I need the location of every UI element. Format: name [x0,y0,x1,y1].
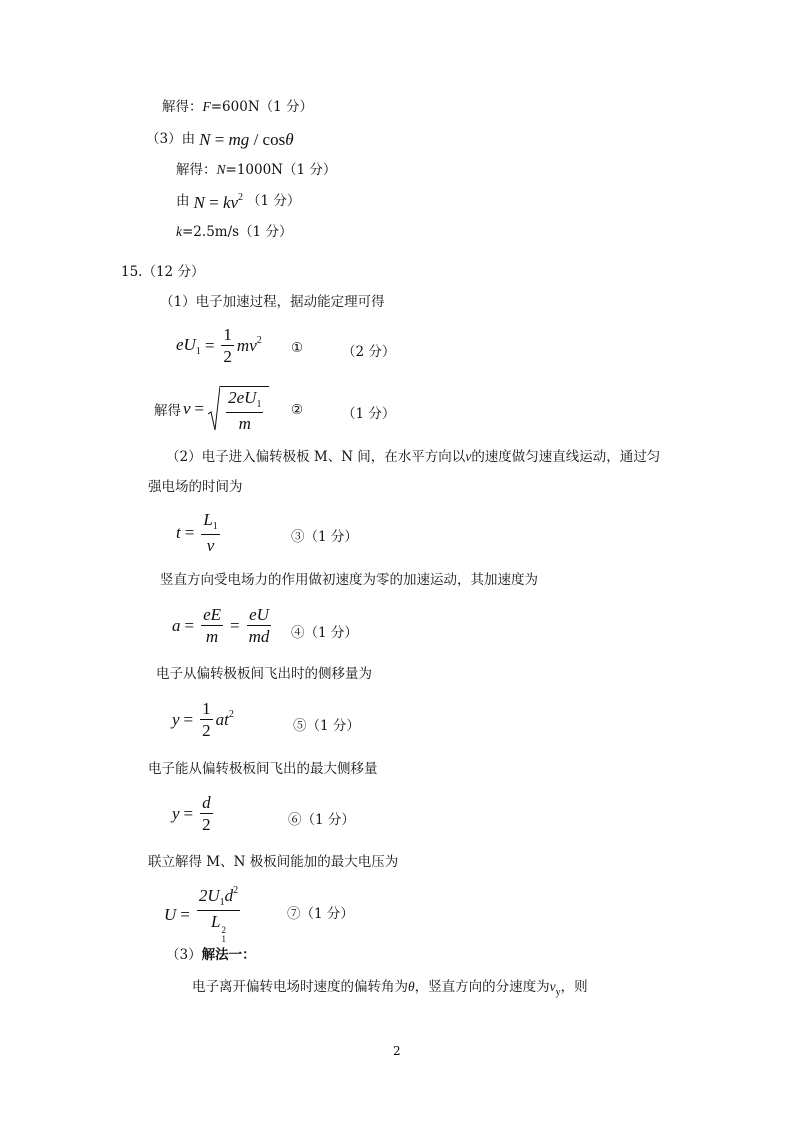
marker-6: ⑥（1 分） [288,812,355,828]
part2-description: （2）电子进入偏转极板 M、N 间，在水平方向以v的速度做匀速直线运动，通过匀 [166,449,661,465]
part2-description-cont: 强电场的时间为 [148,479,243,495]
solution-line-k: k=2.5m/s（1 分） [176,224,293,240]
equation-acceleration: a = $\frac{eE}{m}$ = $\frac{eU}{md}$ [172,605,270,646]
score-2: （1 分） [342,406,396,422]
marker-1: ① [291,340,304,356]
equation-max-displacement: y = $\frac{d}{2}$ [172,793,211,834]
marker-4: ④（1 分） [291,625,358,641]
equation-time: t = $\frac{L_1}{v}$ [176,510,218,555]
score-1: （2 分） [342,344,396,360]
marker-7: ⑦（1 分） [287,906,354,922]
equation-kinetic-energy: $eU_1$ = $\frac{1}{2}$ $mv^2$ [176,325,262,366]
marker-5: ⑤（1 分） [293,718,360,734]
solution-line-n: 解得：N=1000N（1 分） [176,162,337,178]
displacement-description: 电子从偏转极板间飞出时的侧移量为 [156,666,372,682]
marker-3: ③（1 分） [291,529,358,545]
page-number: 2 [393,1044,401,1058]
max-voltage-description: 联立解得 M、N 极板间能加的最大电压为 [148,854,399,870]
equation-line-n-kv2: 由 $N = kv^2$ （1 分） [176,192,301,212]
solution-line-f: 解得：F=600N（1 分） [162,99,314,115]
equation-velocity: 解得 v = $\frac{2eU_1}{m}$ [154,386,269,432]
vertical-acceleration-description: 竖直方向受电场力的作用做初速度为零的加速运动，其加速度为 [160,572,538,588]
max-displacement-description: 电子能从偏转极板间飞出的最大侧移量 [148,761,378,777]
part3-method-heading: （3）解法一： [166,947,256,963]
deflection-angle-description: 电子离开偏转电场时速度的偏转角为θ，竖直方向的分速度为$v_y$，则 [192,979,588,998]
marker-2: ② [291,402,304,418]
equation-max-voltage: U = $2U_1d^2$ L 2 1 [164,885,239,944]
equation-n-kv2: $N = kv^2$ [193,192,244,212]
part3-heading: （3）由 N = mg / cosθ [146,130,294,149]
part1-description: （1）电子加速过程，据动能定理可得 [160,294,385,310]
equation-n-mg-cos: N = mg / cosθ [199,130,294,149]
question-15-heading: 15.（12 分） [121,264,205,280]
equation-displacement: y = $\frac{1}{2}$ $at^2$ [172,699,234,740]
